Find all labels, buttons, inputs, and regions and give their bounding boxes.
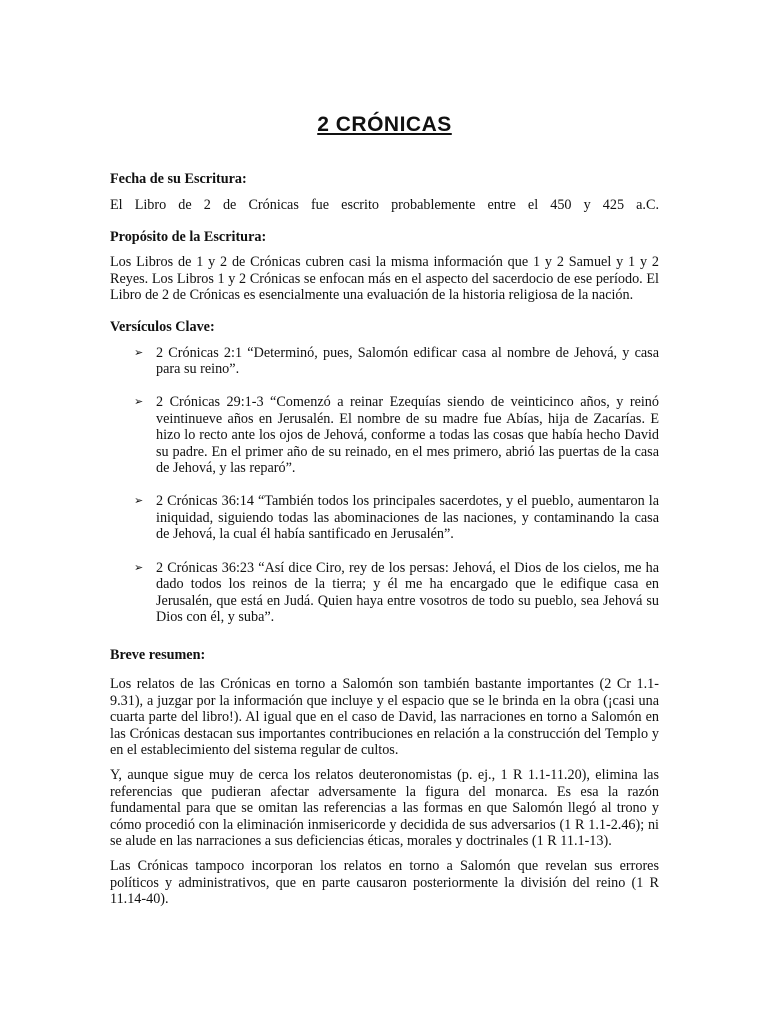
verse-text: 2 Crónicas 36:23 “Así dice Ciro, rey de los persas: Jehová, el Dios de los cielos, me ha dado todos los reinos de la tierra; y él me ha encargado que le edifique casa en Jerusalén, que está en Judá. Quien haya entre vosotros de todo su pueblo, sea Jehová su Dios con él, y suba”. xyxy=(156,559,659,625)
list-item xyxy=(110,560,659,626)
heading-fecha: Fecha de su Escritura: xyxy=(110,171,247,187)
list-item xyxy=(110,493,659,542)
paragraph-proposito: Los Libros de 1 y 2 de Crónicas cubren casi la misma información que 1 y 2 Samuel y 1 y 2 Reyes. Los Libros 1 y 2 Crónicas se enfocan más en el aspecto del sacerdocio de ese período. El Libro de 2 de Crónicas es esencialmente una evaluación de la historia religiosa de la nación. xyxy=(110,254,659,304)
arrow-bullet-icon: ➢ xyxy=(134,561,144,574)
verse-text: 2 Crónicas 29:1-3 “Comenzó a reinar Ezequías siendo de veinticinco años, y reinó veintinueve años en Jerusalén. El nombre de su madre fue Abías, hija de Zacarías. E hizo lo recto ante los ojos de Jehová, conforme a todas las cosas que había hecho David su padre. En el primer año de su reinado, en el mes primero, abrió las puertas de la casa de Jehová, y las reparó”. xyxy=(156,394,659,477)
arrow-bullet-icon: ➢ xyxy=(134,346,144,359)
paragraph-resumen-1: Los relatos de las Crónicas en torno a Salomón son también bastante importantes (2 Cr 1.1-9.31), a juzgar por la información que incluye y el espacio que se le brinda en la obra (¡casi una cuarta parte del libro!). Al igual que en el caso de David, las narraciones en torno a Salomón en las Crónicas destacan sus importantes contribuciones en relación a la construcción del Templo y en el establecimiento del sistema regular de cultos. xyxy=(110,676,659,758)
verse-text: 2 Crónicas 2:1 “Determinó, pues, Salomón edificar casa al nombre de Jehová, y casa para su reino”. xyxy=(156,344,659,378)
verse-list xyxy=(110,345,659,626)
heading-proposito: Propósito de la Escritura: xyxy=(110,229,267,246)
arrow-bullet-icon: ➢ xyxy=(134,495,144,508)
heading-resumen: Breve resumen: xyxy=(110,647,206,664)
arrow-bullet-icon: ➢ xyxy=(134,396,144,409)
page-title: 2 CRÓNICAS xyxy=(317,113,452,136)
paragraph-resumen-2: Y, aunque sigue muy de cerca los relatos deuteronomistas (p. ej., 1 R 1.1-11.20), elimina las referencias que pudieran afectar adversamente la figura del monarca. Es esa la razón fundamental para que se omitan las referencias a las formas en que Salomón llegó al trono y cómo procedió con la eliminación inmisericorde y decidida de sus adversarios (1 R 1.1-2.46); ni se alude en las narraciones a sus deficiencias éticas, morales y doctrinales (1 R 11.1-13). xyxy=(110,767,659,849)
paragraph-fecha: El Libro de 2 de Crónicas fue escrito probablemente entre el 450 y 425 a.C. xyxy=(110,197,659,213)
list-item xyxy=(110,394,659,476)
verse-text: 2 Crónicas 36:14 “También todos los principales sacerdotes, y el pueblo, aumentaron la iniquidad, siguiendo todas las abominaciones de las naciones, y contaminando la casa de Jehová, la cual él había santificado en Jerusalén”. xyxy=(156,493,659,543)
list-item xyxy=(110,345,659,378)
paragraph-resumen-3: Las Crónicas tampoco incorporan los relatos en torno a Salomón que revelan sus errores políticos y administrativos, que en parte causaron posteriormente la división del reino (1 R 11.14-40). xyxy=(110,858,659,908)
heading-versiculos: Versículos Clave: xyxy=(110,318,215,335)
